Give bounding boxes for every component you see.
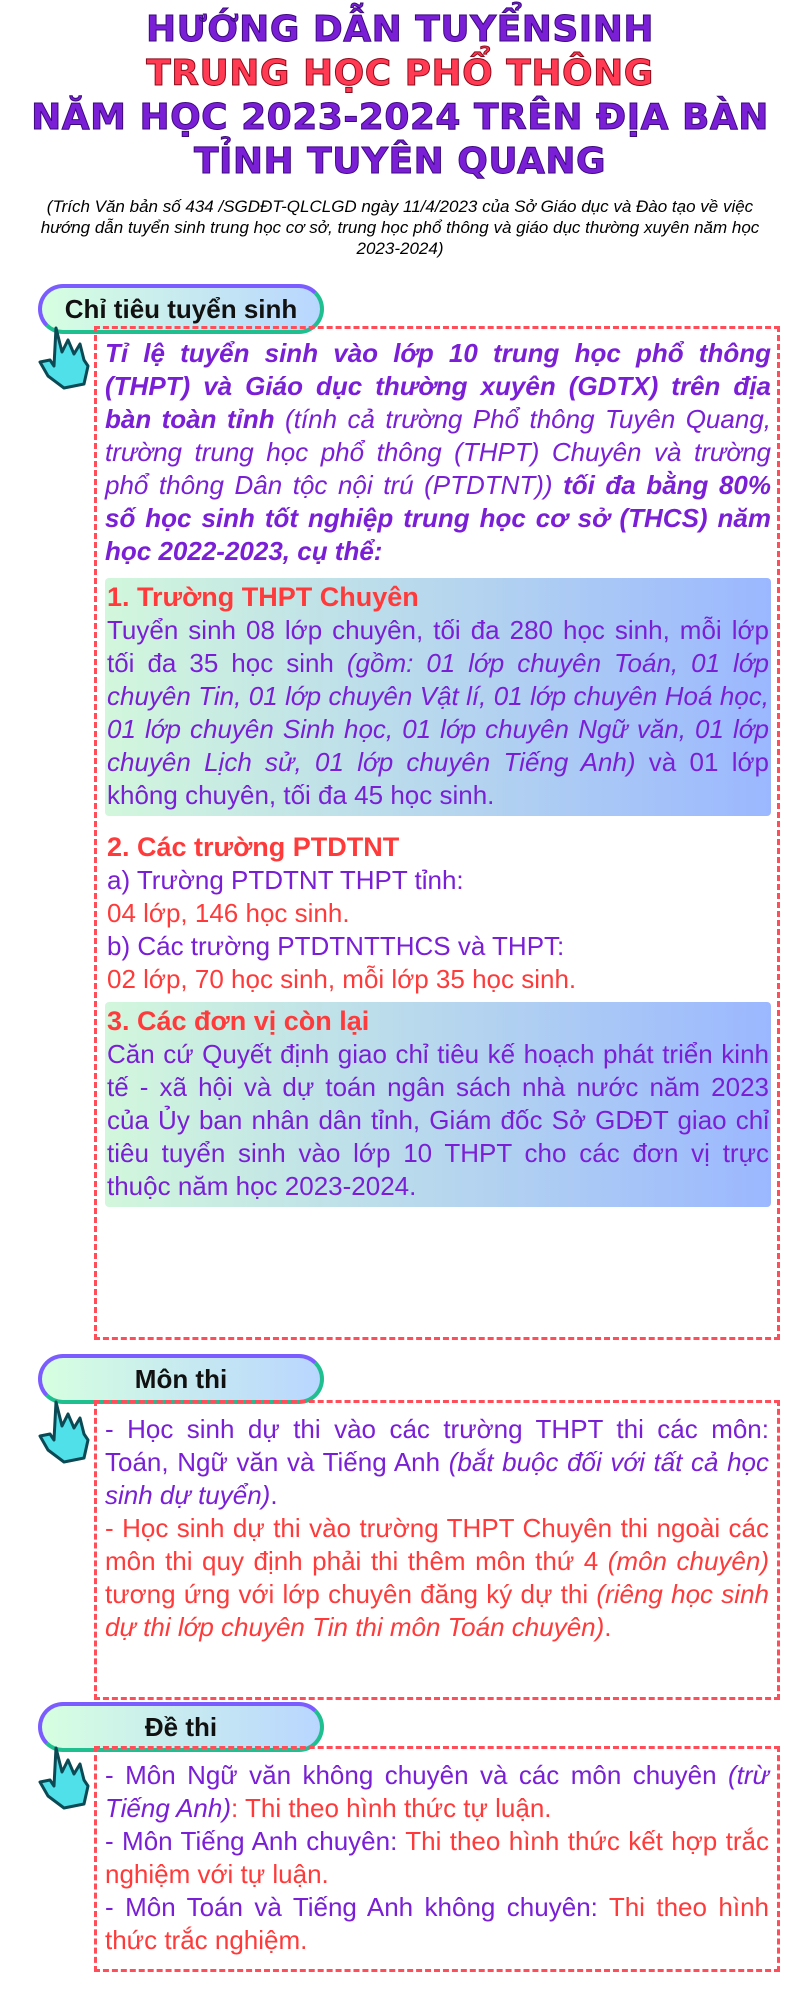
intro-bold-1: Tỉ lệ tuyển sinh vào lớp 10 trung học phổ thông (THPT) và Giáo dục thường xuyên (GDTX) trên địa bàn toàn tỉnh xyxy=(105,338,771,434)
sub2-title: 2. Các trường PTDTNT xyxy=(107,832,400,862)
sub2-block xyxy=(105,830,771,996)
sub3-text: Căn cứ Quyết định giao chỉ tiêu kế hoạch phát triển kinh tế - xã hội và dự toán ngân sách nhà nước năm 2023 của Ủy ban nhân dân tỉnh, Giám đốc Sở GDĐT giao chỉ tiêu tuyển sinh vào lớp 10 THPT cho các đơn vị trực thuộc năm học 2023-2024. xyxy=(107,1039,769,1201)
pointing-hand-icon xyxy=(34,1396,94,1466)
subjects-box xyxy=(94,1400,780,1700)
exam-p1-italic: (trừ Tiếng Anh) xyxy=(105,1760,769,1823)
sub2-a-value: 04 lớp, 146 học sinh. xyxy=(107,898,350,928)
sub1-block xyxy=(105,578,771,816)
sub1-text-1: Tuyển sinh 08 lớp chuyên, tối đa 280 học sinh, mỗi lớp tối đa 35 học sinh xyxy=(107,615,769,678)
sub1-title: 1. Trường THPT Chuyên xyxy=(107,582,419,612)
title-line-4: TỈNH TUYÊN QUANG xyxy=(193,141,607,182)
title-line-2: TRUNG HỌC PHỔ THÔNG xyxy=(146,53,654,94)
exam-p1-b: : Thi theo hình thức tự luận. xyxy=(231,1793,552,1823)
subjects-p2 xyxy=(105,1512,769,1644)
subjects-p2-italic-1: (môn chuyên) xyxy=(598,1546,770,1576)
exam-box xyxy=(94,1746,780,1972)
sub2-b: b) Các trường PTDTNTTHCS và THPT: xyxy=(107,931,565,961)
sub3-title: 3. Các đơn vị còn lại xyxy=(107,1006,370,1036)
section-title-exam-text: Đề thi xyxy=(144,1711,218,1742)
section-title-subjects-text: Môn thi xyxy=(134,1363,228,1394)
sub1-text-2: và 01 lớp không chuyên, tối đa 45 học sinh. xyxy=(107,747,769,810)
exam-p2-a: - Môn Tiếng Anh chuyên: xyxy=(105,1826,398,1856)
source-note: (Trích Văn bản số 434 /SGDĐT-QLCLGD ngày 11/4/2023 của Sở Giáo dục và Đào tạo về việc hướng dẫn tuyển sinh trung học cơ sở, trung học phổ thông và giáo dục thường xuyên năm học 2023-2024) xyxy=(40,197,760,258)
sub1-text xyxy=(107,614,769,812)
exam-p2-b: Thi theo hình thức kết hợp trắc nghiệm với tự luận. xyxy=(105,1826,770,1889)
subjects-p1-a: - Học sinh dự thi vào các trường THPT thi các môn: Toán, Ngữ văn và Tiếng Anh xyxy=(105,1414,769,1477)
sub2-a: a) Trường PTDTNT THPT tỉnh: xyxy=(107,865,464,895)
subjects-p2-a: - Học sinh dự thi vào trường THPT Chuyên thi ngoài các môn thi quy định phải thi thêm môn thứ 4 xyxy=(105,1513,769,1576)
subjects-p2-b: tương ứng với lớp chuyên đăng ký dự thi xyxy=(105,1579,589,1609)
pointing-hand-icon xyxy=(34,1742,94,1812)
quota-intro xyxy=(105,337,771,568)
title-line-3: NĂM HỌC 2023-2024 TRÊN ĐỊA BÀN xyxy=(31,97,769,138)
exam-p1-a: - Môn Ngữ văn không chuyên và các môn chuyên xyxy=(105,1760,717,1790)
sub1-italic: (gồm: 01 lớp chuyên Toán, 01 lớp chuyên Tin, 01 lớp chuyên Vật lí, 01 lớp chuyên Hoá học, 01 lớp chuyên Sinh học, 01 lớp chuyên Ngữ văn, 01 lớp chuyên Lịch sử, 01 lớp chuyên Tiếng Anh) xyxy=(107,648,769,777)
exam-p1 xyxy=(105,1759,769,1825)
subjects-p1-end: . xyxy=(270,1480,278,1510)
exam-p2 xyxy=(105,1825,769,1891)
subjects-p2-italic-2: (riêng học sinh dự thi lớp chuyên Tin thi môn Toán chuyên) xyxy=(105,1579,769,1642)
exam-p3-b: Thi theo hình thức trắc nghiệm. xyxy=(105,1892,769,1955)
sub2-b-value: 02 lớp, 70 học sinh, mỗi lớp 35 học sinh. xyxy=(107,964,577,994)
subjects-p1 xyxy=(105,1413,769,1512)
subjects-p1-italic: (bắt buộc đối với tất cả học sinh dự tuyển) xyxy=(105,1447,769,1510)
sub3-block xyxy=(105,1002,771,1207)
header xyxy=(0,8,800,184)
intro-italic: (tính cả trường Phổ thông Tuyên Quang, trường trung học phổ thông (THPT) Chuyên và trường phổ thông Dân tộc nội trú (PTDTNT)) xyxy=(105,404,771,500)
subjects-p2-end: . xyxy=(604,1612,612,1642)
title-line-1: HƯỚNG DẪN TUYỂNSINH xyxy=(146,9,654,50)
section-title-quota-text: Chỉ tiêu tuyển sinh xyxy=(64,293,298,324)
exam-p3 xyxy=(105,1891,769,1957)
intro-bold-2: tối đa bằng 80% số học sinh tốt nghiệp trung học cơ sở (THCS) năm học 2022-2023, cụ thể: xyxy=(105,470,771,566)
pointing-hand-icon xyxy=(34,322,94,392)
quota-box xyxy=(94,326,780,1340)
exam-p3-a: - Môn Toán và Tiếng Anh không chuyên: xyxy=(105,1892,598,1922)
